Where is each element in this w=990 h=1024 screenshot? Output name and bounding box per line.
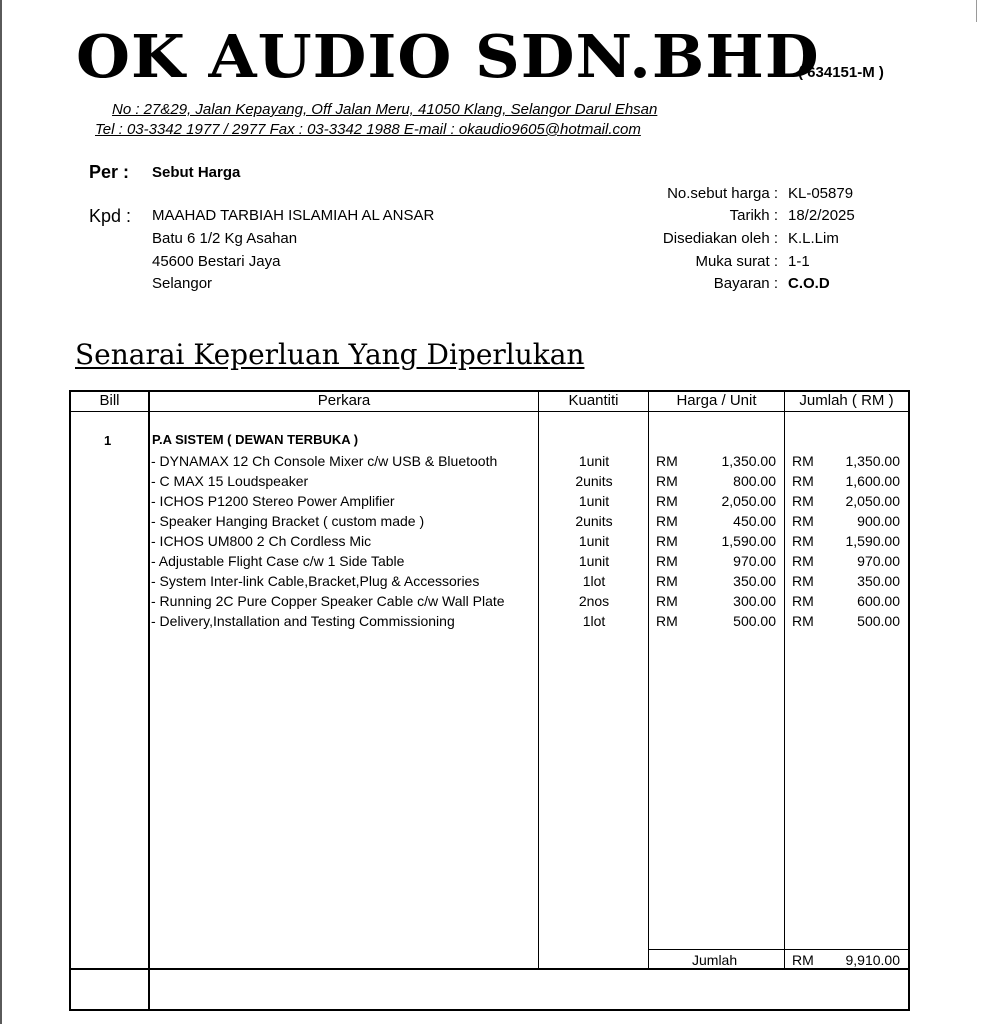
quote-no-value: KL-05879 [788, 185, 854, 202]
date-label: Tarikh : [729, 207, 778, 224]
item-quantity: 1lot [582, 573, 606, 589]
header-harga-unit: Harga / Unit [676, 392, 757, 409]
total-label: Jumlah [692, 952, 738, 968]
item-unit-currency: RM [656, 533, 678, 549]
table-row [0, 613, 990, 633]
prepared-by-value: K.L.Lim [788, 230, 839, 247]
item-unit-price: 500.00 [733, 613, 776, 629]
item-quantity: 1unit [578, 493, 610, 509]
item-unit-price: 2,050.00 [721, 493, 776, 509]
prepared-by-label: Disediakan oleh : [662, 230, 778, 247]
item-amount-currency: RM [792, 533, 814, 549]
table-row [0, 513, 990, 533]
company-name: OK AUDIO SDN.BHD [76, 22, 820, 92]
item-amount: 900.00 [857, 513, 900, 529]
quote-no-label: No.sebut harga : [667, 185, 778, 202]
per-value: Sebut Harga [152, 164, 241, 181]
item-description: - ICHOS P1200 Stereo Power Amplifier [151, 493, 395, 509]
company-address: No : 27&29, Jalan Kepayang, Off Jalan Meru, 41050 Klang, Selangor Darul Ehsan [112, 101, 658, 118]
item-amount-currency: RM [792, 553, 814, 569]
item-unit-currency: RM [656, 613, 678, 629]
company-reg-no: ( 634151-M ) [798, 64, 884, 81]
item-description: - ICHOS UM800 2 Ch Cordless Mic [151, 533, 372, 549]
header-bill: Bill [99, 392, 120, 409]
item-unit-price: 800.00 [733, 473, 776, 489]
item-unit-price: 350.00 [733, 573, 776, 589]
item-unit-currency: RM [656, 453, 678, 469]
page-value: 1-1 [788, 253, 810, 270]
item-unit-currency: RM [656, 593, 678, 609]
item-quantity: 2nos [578, 593, 610, 609]
per-label: Per : [89, 162, 130, 182]
table-row [0, 533, 990, 553]
item-quantity: 2units [575, 513, 613, 529]
item-unit-price: 450.00 [733, 513, 776, 529]
item-amount: 2,050.00 [845, 493, 900, 509]
item-description: - Speaker Hanging Bracket ( custom made ) [151, 513, 425, 529]
total-row-divider [648, 949, 910, 950]
header-perkara: Perkara [317, 392, 371, 409]
total-amount: 9,910.00 [845, 952, 900, 968]
item-amount: 500.00 [857, 613, 900, 629]
header-kuantiti: Kuantiti [568, 392, 619, 409]
item-description: - System Inter-link Cable,Bracket,Plug & Accessories [151, 573, 480, 589]
item-description: - C MAX 15 Loudspeaker [151, 473, 309, 489]
item-unit-price: 1,590.00 [721, 533, 776, 549]
item-amount-currency: RM [792, 453, 814, 469]
item-unit-price: 970.00 [733, 553, 776, 569]
item-quantity: 1lot [582, 613, 606, 629]
table-row [0, 493, 990, 513]
header-jumlah: Jumlah ( RM ) [799, 392, 894, 409]
item-amount-currency: RM [792, 493, 814, 509]
page-label: Muka surat : [695, 253, 778, 270]
table-row [0, 473, 990, 493]
item-amount-currency: RM [792, 473, 814, 489]
kpd-address-line: Batu 6 1/2 Kg Asahan [152, 230, 298, 247]
item-unit-currency: RM [656, 473, 678, 489]
item-unit-price: 1,350.00 [721, 453, 776, 469]
item-description: - Adjustable Flight Case c/w 1 Side Table [151, 553, 405, 569]
group-title: P.A SISTEM ( DEWAN TERBUKA ) [152, 432, 359, 447]
item-unit-price: 300.00 [733, 593, 776, 609]
item-unit-currency: RM [656, 493, 678, 509]
item-quantity: 1unit [578, 533, 610, 549]
payment-label: Bayaran : [713, 275, 778, 292]
kpd-label: Kpd : [89, 206, 132, 226]
date-value: 18/2/2025 [788, 207, 855, 224]
item-description: - DYNAMAX 12 Ch Console Mixer c/w USB & Bluetooth [151, 453, 498, 469]
total-currency: RM [792, 952, 814, 968]
item-amount: 970.00 [857, 553, 900, 569]
item-unit-currency: RM [656, 513, 678, 529]
bill-number: 1 [104, 433, 112, 448]
company-contact: Tel : 03-3342 1977 / 2977 Fax : 03-3342 1988 E-mail : okaudio9605@hotmail.com [95, 121, 641, 138]
item-unit-currency: RM [656, 573, 678, 589]
item-amount-currency: RM [792, 593, 814, 609]
kpd-recipient-name: MAAHAD TARBIAH ISLAMIAH AL ANSAR [152, 207, 435, 224]
page-top-right-mark [976, 0, 977, 22]
item-amount-currency: RM [792, 513, 814, 529]
kpd-address-line: Selangor [152, 275, 213, 292]
item-amount: 350.00 [857, 573, 900, 589]
item-amount: 600.00 [857, 593, 900, 609]
item-quantity: 2units [575, 473, 613, 489]
item-amount-currency: RM [792, 573, 814, 589]
item-quantity: 1unit [578, 453, 610, 469]
item-unit-currency: RM [656, 553, 678, 569]
table-row [0, 573, 990, 593]
section-title: Senarai Keperluan Yang Diperlukan [75, 338, 585, 371]
kpd-address-line: 45600 Bestari Jaya [152, 253, 281, 270]
item-description: - Delivery,Installation and Testing Commissioning [151, 613, 455, 629]
table-border-bottom [69, 1009, 910, 1011]
item-amount: 1,350.00 [845, 453, 900, 469]
item-amount: 1,590.00 [845, 533, 900, 549]
item-description: - Running 2C Pure Copper Speaker Cable c/w Wall Plate [151, 593, 505, 609]
payment-value: C.O.D [788, 275, 830, 292]
item-quantity: 1unit [578, 553, 610, 569]
table-row [0, 593, 990, 613]
table-row [0, 553, 990, 573]
item-amount-currency: RM [792, 613, 814, 629]
table-row [0, 453, 990, 473]
item-amount: 1,600.00 [845, 473, 900, 489]
